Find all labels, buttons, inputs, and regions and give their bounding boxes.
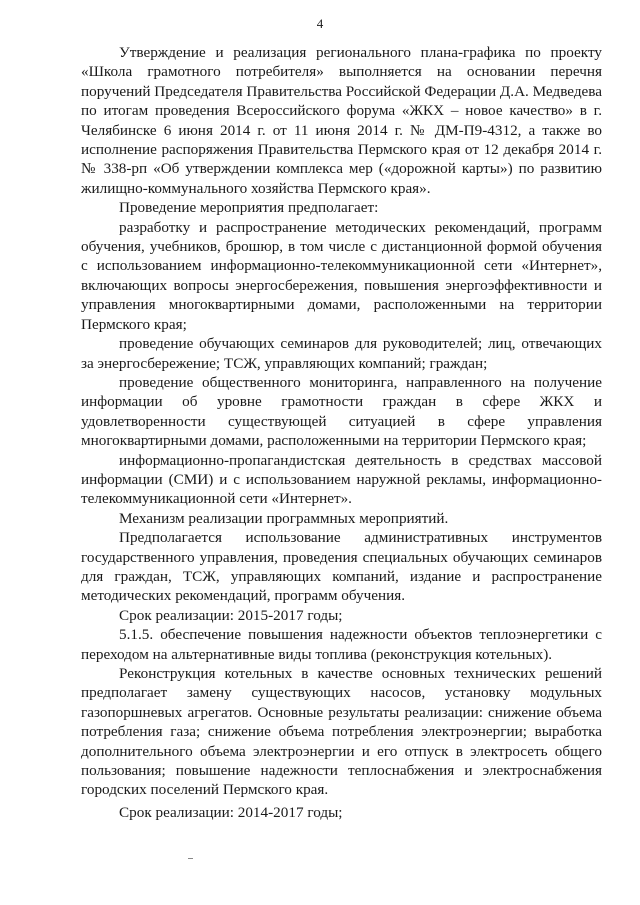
paragraph-event-intro: Проведение мероприятия предполагает: (119, 199, 379, 217)
paragraph-methodology: разработку и распространение методических рекомендаций, программ обучения, учебников, брошюр, в том числе с дистанционной формой обучения с использованием информационно-телекоммуникационной сети «Интернет», включающих вопросы энергосбережения, повышения энергоэффективности и управления многоквартирными домами, расположенными на территории Пермского края; (81, 218, 602, 333)
paragraph-term-2014: Срок реализации: 2014-2017 годы; (119, 803, 343, 821)
scan-speck (188, 858, 193, 859)
paragraph-reconstruction: Реконструкция котельных в качестве основных технических решений предполагает замену существующих насосов, установку модульных газопоршневых агрегатов. Основные результаты реализации: снижение объема потребления газа; снижение объема потребления электроэнергии; выработка дополнительного объема электроэнергии и его отпуск в электросеть общего пользования; повышение надежности теплоснабжения и электроснабжения городских поселений Пермского края. (81, 665, 602, 799)
paragraph-monitoring: проведение общественного мониторинга, направленного на получение информации об уровне грамотности граждан в сфере ЖКХ и удовлетворенности существующей ситуацией в сфере управления многоквартирными домами, расположенными на территории Пермского края; (81, 373, 602, 450)
paragraph-mechanism: Механизм реализации программных мероприятий. (119, 509, 449, 527)
paragraph-section-5-1-5: 5.1.5. обеспечение повышения надежности объектов теплоэнергетики с переходом на альтернативные виды топлива (реконструкция котельных). (81, 626, 602, 663)
body-text (81, 43, 602, 822)
paragraph-legal-basis: Утверждение и реализация регионального плана-графика по проекту «Школа грамотного потребителя» выполняется на основании перечня поручений Председателя Правительства Российской Федерации Д.А. Медведева по итогам проведения Всероссийского форума «ЖКХ – новое качество» в г. Челябинске 6 июня 2014 г. от 11 июня 2014 г. № ДМ-П9-4312, а также во исполнение распоряжения Правительства Пермского края от 12 декабря 2014 г. № 338-рп «Об утверждении комплекса мер («дорожной карты») по развитию жилищно-коммунального хозяйства Пермского края». (81, 44, 603, 197)
paragraph-media: информационно-пропагандистская деятельность в средствах массовой информации (СМИ) и с использованием наружной рекламы, информационно-телекоммуникационной сети «Интернет». (81, 451, 602, 508)
paragraph-instruments: Предполагается использование административных инструментов государственного управления, проведения специальных обучающих семинаров для граждан, ТСЖ, управляющих компаний, издание и распространение методических рекомендаций, программ обучения. (81, 529, 602, 605)
page-number: 4 (316, 16, 324, 31)
paragraph-term-2015: Срок реализации: 2015-2017 годы; (119, 606, 343, 624)
paragraph-seminars: проведение обучающих семинаров для руководителей; лиц, отвечающих за энергосбережение; ТСЖ, управляющих компаний; граждан; (81, 335, 602, 372)
